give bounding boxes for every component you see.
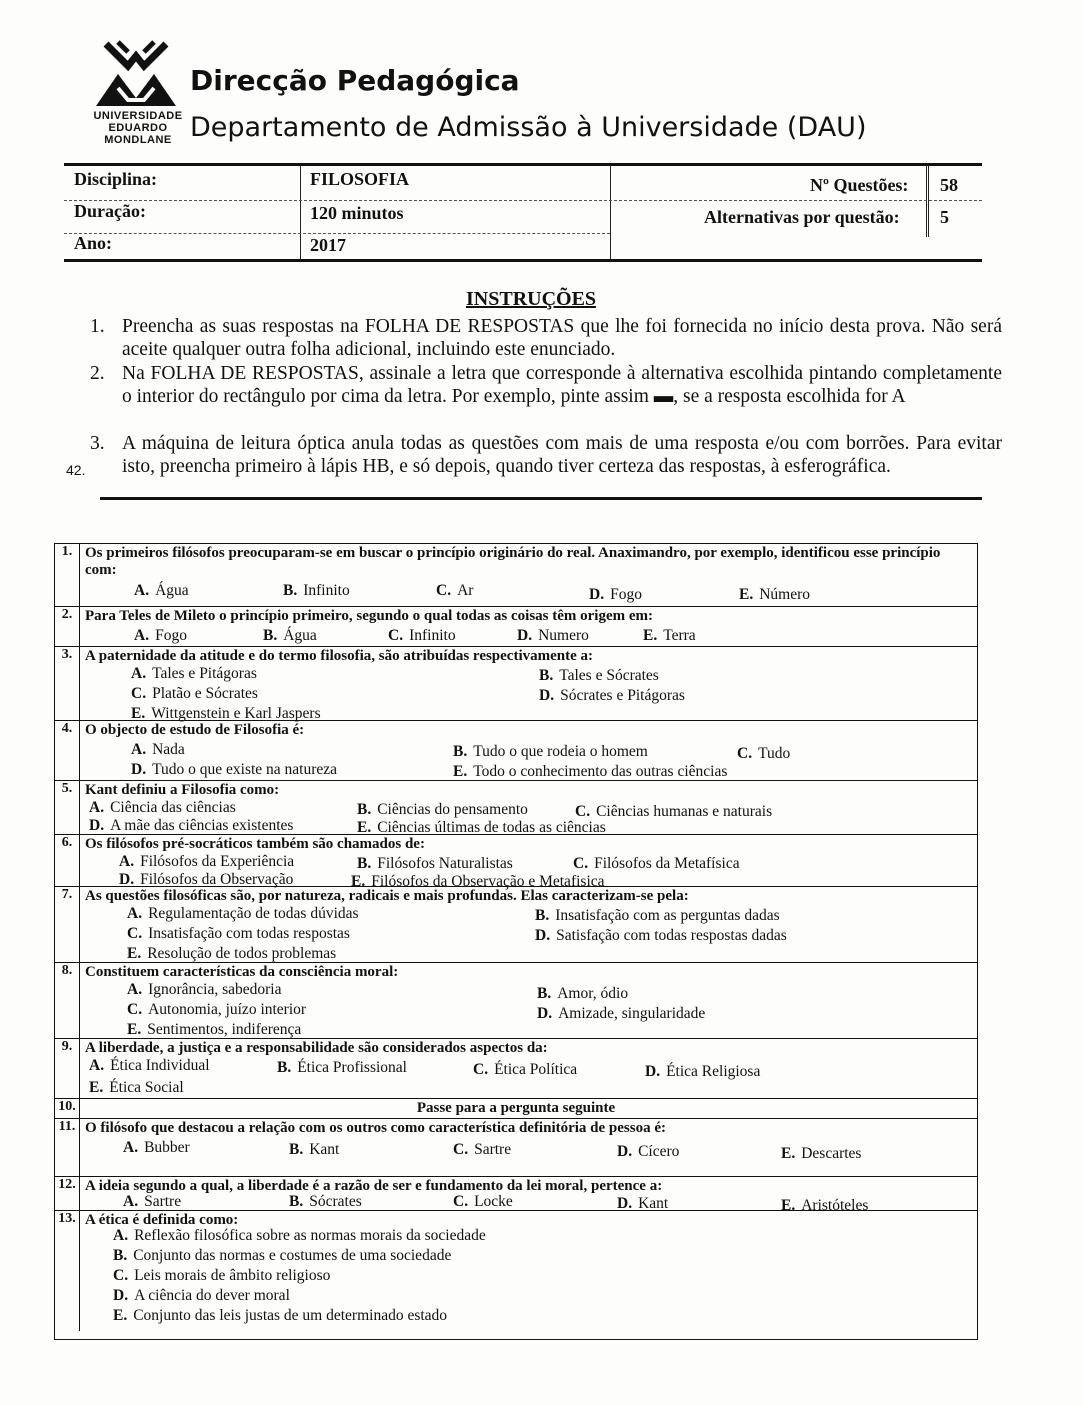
disciplina-label: Disciplina:	[74, 169, 158, 189]
question-row	[55, 606, 977, 647]
answer-option: B. Água	[263, 627, 317, 644]
question-row	[55, 646, 977, 721]
question-row	[55, 720, 977, 781]
answer-option: B. Amor, ódio	[537, 985, 629, 1002]
instruction-item: 3. A máquina de leitura óptica anula todas as questões com mais de uma resposta e/ou com borrões. Para evitar isto, preencha primeiro à lápis HB, e só depois, quando tiver certeza das respostas, à esferográfica.	[90, 433, 1002, 477]
question-number: 6.	[61, 835, 73, 850]
disciplina-value: FILOSOFIA	[310, 169, 410, 189]
answer-option: E. Ciências últimas de todas as ciências	[357, 819, 606, 836]
answer-option: B. Tales e Sócrates	[539, 667, 659, 684]
answer-option: A. Água	[134, 582, 189, 599]
question-number: 7.	[61, 887, 73, 902]
question-text: A liberdade, a justiça e a responsabilidade são considerados aspectos da:	[85, 1040, 548, 1056]
questoes-value: 58	[940, 175, 958, 195]
question-number: 4.	[61, 721, 73, 736]
question-text: Os filósofos pré-socráticos também são chamados de:	[85, 836, 425, 852]
answer-option: D. A ciência do dever moral	[113, 1287, 290, 1304]
alternativas-label: Alternativas por questão:	[704, 207, 900, 227]
answer-option: B. Infinito	[283, 582, 350, 599]
question-row	[55, 1210, 977, 1331]
answer-option: E. Descartes	[781, 1145, 862, 1162]
answer-option: C. Ética Política	[473, 1061, 578, 1078]
answer-option: C. Leis morais de âmbito religioso	[113, 1267, 331, 1284]
answer-option: C. Sartre	[453, 1141, 512, 1158]
answer-option: A. Regulamentação de todas dúvidas	[127, 905, 359, 922]
answer-option: C. Autonomia, juízo interior	[127, 1001, 307, 1018]
question-text: O filósofo que destacou a relação com os outros como característica definitória de pessoa é:	[85, 1120, 667, 1136]
answer-option: E. Resolução de todos problemas	[127, 945, 337, 962]
question-number: 9.	[61, 1039, 73, 1054]
rule	[100, 497, 982, 500]
question-text: Os primeiros filósofos preocuparam-se em buscar o princípio originário do real. Anaximandro, por exemplo, identificou esse princípio com:	[85, 545, 941, 578]
answer-option: B. Ética Profissional	[277, 1059, 407, 1076]
answer-option: E. Terra	[643, 627, 696, 644]
question-row	[55, 1098, 977, 1119]
answer-option: A. Reflexão filosófica sobre as normas morais da sociedade	[113, 1227, 486, 1244]
question-row	[55, 1118, 977, 1177]
header-subtitle: Departamento de Admissão à Universidade (DAU)	[190, 112, 867, 143]
question-text: Passe para a pergunta seguinte	[416, 1100, 616, 1116]
question-row	[55, 1038, 977, 1099]
header-title: Direcção Pedagógica	[190, 64, 520, 97]
question-number: 2.	[61, 607, 73, 622]
answer-option: A. Ciência das ciências	[89, 799, 236, 816]
question-text: Para Teles de Mileto o princípio primeiro, segundo o qual todas as coisas têm origem em:	[85, 608, 654, 624]
answer-option: D. Filósofos da Observação	[119, 871, 294, 888]
answer-option: B. Ciências do pensamento	[357, 801, 528, 818]
question-row	[55, 886, 977, 963]
questoes-label: Nº Questões:	[810, 175, 909, 195]
ano-label: Ano:	[74, 233, 113, 253]
answer-option: A. Nada	[131, 741, 185, 758]
question-number: 5.	[61, 781, 73, 796]
answer-option: D. Kant	[617, 1195, 669, 1212]
answer-option: D. Satisfação com todas respostas dadas	[535, 927, 787, 944]
answer-option: E. Sentimentos, indiferença	[127, 1021, 302, 1038]
question-row	[55, 962, 977, 1039]
answer-option: B. Conjunto das normas e costumes de uma sociedade	[113, 1247, 452, 1264]
answer-option: A. Ética Individual	[89, 1057, 210, 1074]
answer-option: C. Locke	[453, 1193, 513, 1210]
question-text: As questões filosóficas são, por natureza, radicais e mais profundas. Elas caracterizam-se pela:	[85, 888, 689, 904]
answer-option: C. Platão e Sócrates	[131, 685, 258, 702]
answer-option: D. Numero	[517, 627, 589, 644]
answer-option: D. Cícero	[617, 1143, 680, 1160]
answer-option: C. Ciências humanas e naturais	[575, 803, 773, 820]
question-number: 12.	[58, 1177, 76, 1192]
rule	[64, 259, 982, 262]
answer-option: D. Fogo	[589, 586, 642, 603]
answer-option: D. Tudo o que existe na natureza	[131, 761, 338, 778]
answer-option: A. Filósofos da Experiência	[119, 853, 295, 870]
question-text: A ideia segundo a qual, a liberdade é a razão de ser e fundamento da lei moral, pertence a:	[85, 1178, 663, 1194]
answer-option: B. Filósofos Naturalistas	[357, 855, 513, 872]
answer-option: D. Amizade, singularidade	[537, 1005, 706, 1022]
answer-option: B. Kant	[289, 1141, 340, 1158]
question-number: 10.	[58, 1099, 76, 1114]
question-row	[55, 544, 977, 606]
answer-option: B. Sócrates	[289, 1193, 362, 1210]
questions-table	[54, 543, 978, 1340]
answer-option: B. Tudo o que rodeia o homem	[453, 743, 648, 760]
exam-info	[64, 165, 982, 261]
ano-value: 2017	[310, 235, 346, 255]
answer-option: E. Filósofos da Observação e Metafisica	[351, 873, 605, 890]
answer-option: A. Fogo	[134, 627, 187, 644]
answer-option: C. Filósofos da Metafísica	[573, 855, 740, 872]
margin-mark: 42.	[66, 462, 86, 478]
answer-option: E. Ética Social	[89, 1079, 184, 1096]
instructions-title: INSTRUÇÕES	[466, 288, 597, 310]
instruction-item: 2. Na FOLHA DE RESPOSTAS, assinale a letra que corresponde à alternativa escolhida pintando completamente o interior do rectângulo por cima da letra. Por exemplo, pinte assim ▬, se a resposta escolhida for A	[90, 363, 1002, 407]
question-number: 8.	[61, 963, 73, 978]
answer-option: C. Tudo	[737, 745, 791, 762]
question-text: O objecto de estudo de Filosofia é:	[85, 722, 305, 738]
answer-option: E. Wittgenstein e Karl Jaspers	[131, 705, 321, 722]
answer-option: D. A mãe das ciências existentes	[89, 817, 294, 834]
answer-option: C. Ar	[436, 582, 474, 599]
question-row	[55, 780, 977, 835]
answer-option: E. Todo o conhecimento das outras ciências	[453, 763, 728, 780]
answer-option: A. Sartre	[123, 1193, 182, 1210]
answer-option: C. Insatisfação com todas respostas	[127, 925, 350, 942]
question-text: A paternidade da atitude e do termo filosofia, são atribuídas respectivamente a:	[85, 648, 594, 664]
question-number: 1.	[61, 544, 73, 559]
logo-text: UNIVERSIDADE EDUARDO MONDLANE	[93, 110, 183, 146]
instruction-item: 1. Preencha as suas respostas na FOLHA DE RESPOSTAS que lhe foi fornecida no início desta prova. Não será aceite qualquer outra folha adicional, incluindo este enunciado.	[90, 316, 1002, 360]
question-number: 11.	[58, 1119, 76, 1134]
answer-option: D. Ética Religiosa	[645, 1063, 761, 1080]
answer-option: E. Aristóteles	[781, 1197, 869, 1214]
answer-option: D. Sócrates e Pitágoras	[539, 687, 685, 704]
answer-option: E. Conjunto das leis justas de um determinado estado	[113, 1307, 448, 1324]
question-number: 3.	[61, 647, 73, 662]
answer-option: A. Bubber	[123, 1139, 190, 1156]
duracao-label: Duração:	[74, 201, 146, 221]
question-row	[55, 834, 977, 890]
question-number: 13.	[58, 1211, 76, 1226]
answer-option: A. Tales e Pitágoras	[131, 665, 257, 682]
answer-option: B. Insatisfação com as perguntas dadas	[535, 907, 780, 924]
answer-option: A. Ignorância, sabedoria	[127, 981, 282, 998]
question-text: Kant definiu a Filosofia como:	[85, 782, 280, 798]
question-text: Constituem características da consciência moral:	[85, 964, 399, 980]
alternativas-value: 5	[940, 207, 949, 227]
answer-option: C. Infinito	[388, 627, 456, 644]
question-text: A ética é definida como:	[85, 1212, 239, 1228]
question-row	[55, 1176, 977, 1214]
answer-option: E. Número	[739, 586, 811, 603]
duracao-value: 120 minutos	[310, 203, 404, 223]
